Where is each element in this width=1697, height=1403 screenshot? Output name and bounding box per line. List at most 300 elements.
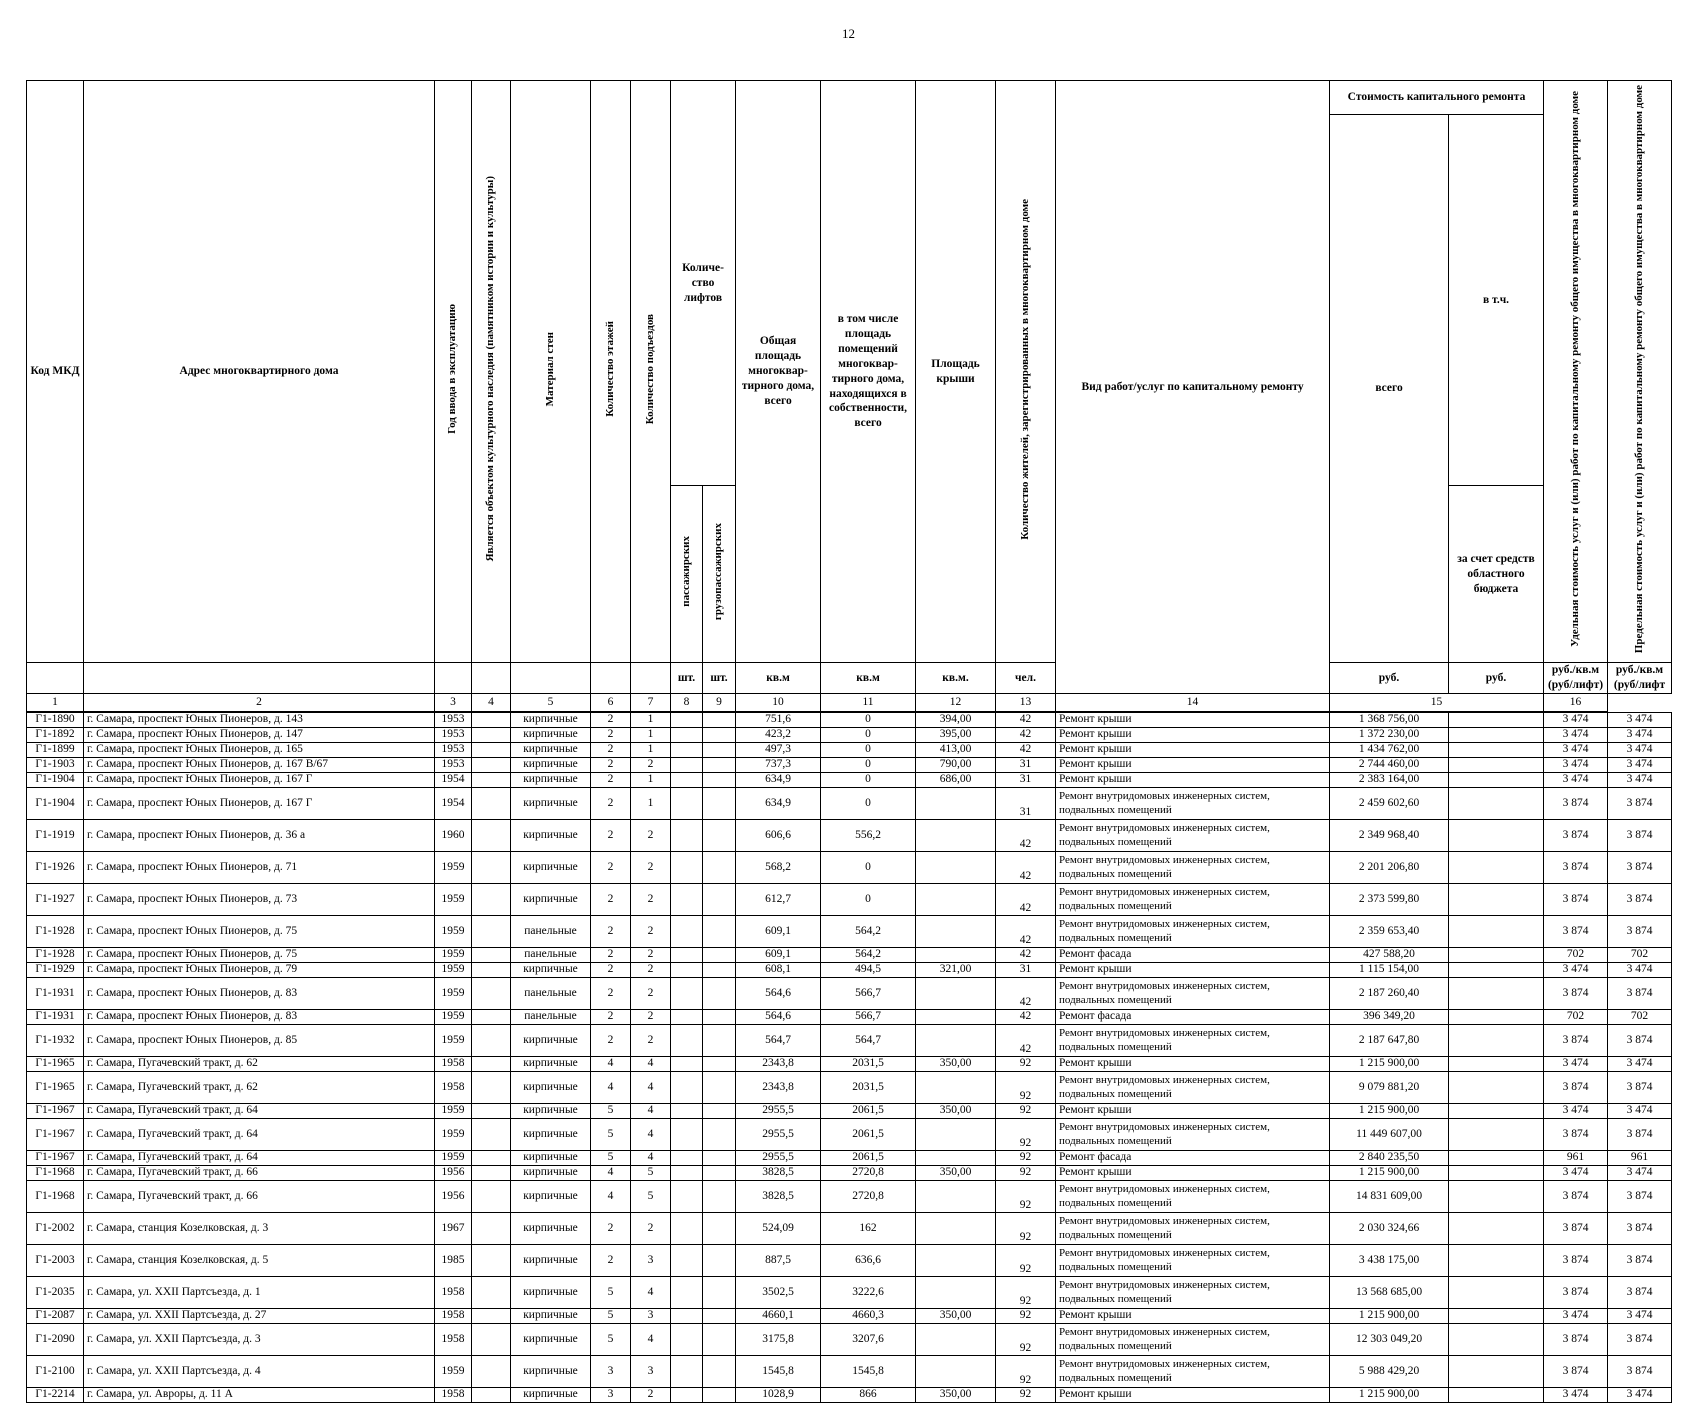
row-total-area: 2955,5 bbox=[736, 1151, 821, 1166]
row-unit-cost: 3 874 bbox=[1544, 1119, 1608, 1151]
column-number: 3 bbox=[435, 694, 472, 713]
row-cost-total: 2 383 164,00 bbox=[1330, 773, 1449, 788]
row-address: г. Самара, ул. Авроры, д. 11 А bbox=[84, 1388, 435, 1403]
row-owned-area: 0 bbox=[821, 712, 916, 728]
row-lifts-cargo bbox=[703, 963, 736, 978]
row-max-cost: 961 bbox=[1608, 1151, 1672, 1166]
row-roof-area bbox=[916, 1277, 996, 1309]
row-floors: 2 bbox=[591, 884, 631, 916]
row-entrances: 2 bbox=[631, 1388, 671, 1403]
row-owned-area: 866 bbox=[821, 1388, 916, 1403]
row-work-type: Ремонт крыши bbox=[1056, 1057, 1330, 1072]
row-residents: 92 bbox=[996, 1104, 1056, 1119]
row-max-cost: 3 874 bbox=[1608, 1213, 1672, 1245]
row-wall-material: кирпичные bbox=[511, 1213, 591, 1245]
row-cost-total: 12 303 049,20 bbox=[1330, 1324, 1449, 1356]
table-header bbox=[27, 81, 1672, 713]
row-cost-regional bbox=[1449, 1277, 1544, 1309]
table-row bbox=[27, 1388, 1672, 1403]
row-owned-area: 4660,3 bbox=[821, 1309, 916, 1324]
row-cost-regional bbox=[1449, 773, 1544, 788]
row-year: 1953 bbox=[435, 712, 472, 728]
row-owned-area: 2031,5 bbox=[821, 1072, 916, 1104]
column-number: 4 bbox=[472, 694, 511, 713]
row-code: Г1-2214 bbox=[27, 1388, 84, 1403]
row-year: 1953 bbox=[435, 728, 472, 743]
row-floors: 4 bbox=[591, 1072, 631, 1104]
row-work-type: Ремонт внутридомовых инженерных систем, подвальных помещений bbox=[1056, 1324, 1330, 1356]
header-cost-incl: в т.ч. bbox=[1449, 115, 1544, 486]
row-lifts-passenger bbox=[671, 1010, 703, 1025]
row-unit-cost: 3 474 bbox=[1544, 1388, 1608, 1403]
table-row bbox=[27, 743, 1672, 758]
row-year: 1959 bbox=[435, 1151, 472, 1166]
row-cost-total: 1 372 230,00 bbox=[1330, 728, 1449, 743]
row-residents: 42 bbox=[996, 978, 1056, 1010]
row-cost-total: 11 449 607,00 bbox=[1330, 1119, 1449, 1151]
row-code: Г1-1967 bbox=[27, 1119, 84, 1151]
table-row bbox=[27, 1356, 1672, 1388]
row-cost-total: 2 030 324,66 bbox=[1330, 1213, 1449, 1245]
row-cost-total: 2 840 235,50 bbox=[1330, 1151, 1449, 1166]
row-address: г. Самара, ул. XXII Партсъезда, д. 4 bbox=[84, 1356, 435, 1388]
row-max-cost: 3 874 bbox=[1608, 978, 1672, 1010]
row-heritage bbox=[472, 1104, 511, 1119]
column-number: 9 bbox=[703, 694, 736, 713]
row-entrances: 2 bbox=[631, 852, 671, 884]
row-roof-area: 394,00 bbox=[916, 712, 996, 728]
row-work-type: Ремонт крыши bbox=[1056, 1309, 1330, 1324]
row-residents: 42 bbox=[996, 884, 1056, 916]
row-total-area: 3828,5 bbox=[736, 1166, 821, 1181]
row-address: г. Самара, проспект Юных Пионеров, д. 147 bbox=[84, 728, 435, 743]
row-lifts-passenger bbox=[671, 1309, 703, 1324]
table-row bbox=[27, 884, 1672, 916]
row-owned-area: 636,6 bbox=[821, 1245, 916, 1277]
header-address: Адрес многоквартирного дома bbox=[84, 81, 435, 663]
row-heritage bbox=[472, 1072, 511, 1104]
row-max-cost: 3 874 bbox=[1608, 1181, 1672, 1213]
row-cost-total: 2 459 602,60 bbox=[1330, 788, 1449, 820]
row-heritage bbox=[472, 1151, 511, 1166]
row-code: Г1-1967 bbox=[27, 1151, 84, 1166]
unit-blank bbox=[591, 663, 631, 694]
row-cost-total: 1 215 900,00 bbox=[1330, 1309, 1449, 1324]
row-year: 1954 bbox=[435, 773, 472, 788]
row-floors: 2 bbox=[591, 978, 631, 1010]
row-wall-material: панельные bbox=[511, 916, 591, 948]
row-work-type: Ремонт внутридомовых инженерных систем, подвальных помещений bbox=[1056, 1356, 1330, 1388]
unit-residents: чел. bbox=[996, 663, 1056, 694]
row-floors: 2 bbox=[591, 916, 631, 948]
row-work-type: Ремонт фасада bbox=[1056, 948, 1330, 963]
row-roof-area bbox=[916, 1245, 996, 1277]
row-work-type: Ремонт внутридомовых инженерных систем, подвальных помещений bbox=[1056, 978, 1330, 1010]
row-wall-material: панельные bbox=[511, 1010, 591, 1025]
row-year: 1956 bbox=[435, 1166, 472, 1181]
row-work-type: Ремонт внутридомовых инженерных систем, подвальных помещений bbox=[1056, 916, 1330, 948]
row-total-area: 609,1 bbox=[736, 948, 821, 963]
row-lifts-cargo bbox=[703, 916, 736, 948]
row-year: 1958 bbox=[435, 1388, 472, 1403]
table-row bbox=[27, 1324, 1672, 1356]
table-row bbox=[27, 1166, 1672, 1181]
row-max-cost: 3 874 bbox=[1608, 1277, 1672, 1309]
unit-max-cost: руб./кв.м (руб/лифт bbox=[1608, 663, 1672, 694]
row-cost-total: 3 438 175,00 bbox=[1330, 1245, 1449, 1277]
unit-total-area: кв.м bbox=[736, 663, 821, 694]
row-owned-area: 566,7 bbox=[821, 1010, 916, 1025]
row-year: 1958 bbox=[435, 1072, 472, 1104]
row-heritage bbox=[472, 1309, 511, 1324]
row-heritage bbox=[472, 884, 511, 916]
row-year: 1959 bbox=[435, 1119, 472, 1151]
header-floors: Количество этажей bbox=[591, 81, 631, 663]
row-cost-regional bbox=[1449, 820, 1544, 852]
row-cost-total: 2 744 460,00 bbox=[1330, 758, 1449, 773]
row-roof-area bbox=[916, 820, 996, 852]
row-lifts-passenger bbox=[671, 728, 703, 743]
column-number: 16 bbox=[1544, 694, 1608, 713]
row-heritage bbox=[472, 1166, 511, 1181]
row-cost-regional bbox=[1449, 1324, 1544, 1356]
row-lifts-cargo bbox=[703, 743, 736, 758]
table-row bbox=[27, 852, 1672, 884]
row-lifts-passenger bbox=[671, 743, 703, 758]
row-code: Г1-1904 bbox=[27, 773, 84, 788]
row-year: 1959 bbox=[435, 978, 472, 1010]
table-body bbox=[27, 712, 1672, 1403]
row-code: Г1-1931 bbox=[27, 978, 84, 1010]
row-wall-material: кирпичные bbox=[511, 1388, 591, 1403]
row-heritage bbox=[472, 1245, 511, 1277]
row-cost-total: 1 115 154,00 bbox=[1330, 963, 1449, 978]
row-work-type: Ремонт внутридомовых инженерных систем, подвальных помещений bbox=[1056, 1181, 1330, 1213]
row-residents: 92 bbox=[996, 1213, 1056, 1245]
table-row bbox=[27, 1213, 1672, 1245]
unit-lifts-cargo: шт. bbox=[703, 663, 736, 694]
row-unit-cost: 3 874 bbox=[1544, 852, 1608, 884]
row-year: 1960 bbox=[435, 820, 472, 852]
row-unit-cost: 3 874 bbox=[1544, 788, 1608, 820]
row-max-cost: 3 474 bbox=[1608, 1104, 1672, 1119]
row-lifts-passenger bbox=[671, 712, 703, 728]
row-total-area: 423,2 bbox=[736, 728, 821, 743]
row-wall-material: кирпичные bbox=[511, 728, 591, 743]
column-numbers-row bbox=[27, 694, 1672, 713]
row-floors: 2 bbox=[591, 773, 631, 788]
row-cost-regional bbox=[1449, 1010, 1544, 1025]
row-lifts-cargo bbox=[703, 1181, 736, 1213]
row-roof-area bbox=[916, 948, 996, 963]
row-year: 1958 bbox=[435, 1324, 472, 1356]
row-roof-area bbox=[916, 1072, 996, 1104]
row-entrances: 5 bbox=[631, 1181, 671, 1213]
row-work-type: Ремонт крыши bbox=[1056, 1166, 1330, 1181]
table-row bbox=[27, 1181, 1672, 1213]
row-heritage bbox=[472, 788, 511, 820]
table-row bbox=[27, 948, 1672, 963]
row-lifts-cargo bbox=[703, 1388, 736, 1403]
row-residents: 92 bbox=[996, 1072, 1056, 1104]
header-total-area: Общая площадь многоквар- тирного дома, всего bbox=[736, 81, 821, 663]
row-heritage bbox=[472, 1388, 511, 1403]
row-address: г. Самара, проспект Юных Пионеров, д. 75 bbox=[84, 948, 435, 963]
row-unit-cost: 3 474 bbox=[1544, 758, 1608, 773]
row-heritage bbox=[472, 820, 511, 852]
unit-cost-regional: руб. bbox=[1449, 663, 1544, 694]
row-total-area: 887,5 bbox=[736, 1245, 821, 1277]
row-max-cost: 3 874 bbox=[1608, 852, 1672, 884]
row-floors: 5 bbox=[591, 1151, 631, 1166]
row-lifts-cargo bbox=[703, 728, 736, 743]
row-cost-total: 5 988 429,20 bbox=[1330, 1356, 1449, 1388]
header-lifts: Количе- ство лифтов bbox=[671, 81, 736, 486]
row-floors: 2 bbox=[591, 820, 631, 852]
row-work-type: Ремонт внутридомовых инженерных систем, подвальных помещений bbox=[1056, 1277, 1330, 1309]
row-owned-area: 564,2 bbox=[821, 916, 916, 948]
row-owned-area: 2061,5 bbox=[821, 1119, 916, 1151]
row-cost-regional bbox=[1449, 884, 1544, 916]
row-cost-regional bbox=[1449, 948, 1544, 963]
row-residents: 31 bbox=[996, 773, 1056, 788]
row-lifts-passenger bbox=[671, 1356, 703, 1388]
row-roof-area: 395,00 bbox=[916, 728, 996, 743]
row-heritage bbox=[472, 773, 511, 788]
row-year: 1967 bbox=[435, 1213, 472, 1245]
row-owned-area: 0 bbox=[821, 758, 916, 773]
row-unit-cost: 3 474 bbox=[1544, 1309, 1608, 1324]
row-cost-total: 427 588,20 bbox=[1330, 948, 1449, 963]
row-heritage bbox=[472, 1025, 511, 1057]
row-work-type: Ремонт внутридомовых инженерных систем, подвальных помещений bbox=[1056, 1245, 1330, 1277]
row-residents: 42 bbox=[996, 852, 1056, 884]
row-roof-area bbox=[916, 1181, 996, 1213]
row-wall-material: кирпичные bbox=[511, 1181, 591, 1213]
row-owned-area: 0 bbox=[821, 852, 916, 884]
row-total-area: 564,7 bbox=[736, 1025, 821, 1057]
row-address: г. Самара, проспект Юных Пионеров, д. 73 bbox=[84, 884, 435, 916]
row-max-cost: 3 474 bbox=[1608, 712, 1672, 728]
row-address: г. Самара, станция Козелковская, д. 3 bbox=[84, 1213, 435, 1245]
row-owned-area: 3222,6 bbox=[821, 1277, 916, 1309]
row-lifts-cargo bbox=[703, 1057, 736, 1072]
row-lifts-passenger bbox=[671, 1057, 703, 1072]
row-work-type: Ремонт крыши bbox=[1056, 712, 1330, 728]
row-lifts-passenger bbox=[671, 884, 703, 916]
row-cost-total: 2 349 968,40 bbox=[1330, 820, 1449, 852]
row-work-type: Ремонт внутридомовых инженерных систем, подвальных помещений bbox=[1056, 1119, 1330, 1151]
row-entrances: 4 bbox=[631, 1277, 671, 1309]
row-roof-area bbox=[916, 1025, 996, 1057]
row-residents: 42 bbox=[996, 948, 1056, 963]
row-floors: 5 bbox=[591, 1309, 631, 1324]
row-lifts-cargo bbox=[703, 1277, 736, 1309]
row-year: 1953 bbox=[435, 743, 472, 758]
header-entrances: Количество подъездов bbox=[631, 81, 671, 663]
row-heritage bbox=[472, 963, 511, 978]
row-floors: 4 bbox=[591, 1181, 631, 1213]
row-residents: 92 bbox=[996, 1119, 1056, 1151]
unit-blank bbox=[631, 663, 671, 694]
row-lifts-cargo bbox=[703, 884, 736, 916]
row-year: 1959 bbox=[435, 1010, 472, 1025]
row-roof-area: 321,00 bbox=[916, 963, 996, 978]
row-year: 1958 bbox=[435, 1057, 472, 1072]
header-wall-material: Материал стен bbox=[511, 81, 591, 663]
row-residents: 31 bbox=[996, 963, 1056, 978]
row-code: Г1-1927 bbox=[27, 884, 84, 916]
row-address: г. Самара, проспект Юных Пионеров, д. 143 bbox=[84, 712, 435, 728]
row-unit-cost: 3 874 bbox=[1544, 1356, 1608, 1388]
row-year: 1959 bbox=[435, 1356, 472, 1388]
row-year: 1958 bbox=[435, 1277, 472, 1309]
row-max-cost: 3 474 bbox=[1608, 773, 1672, 788]
row-unit-cost: 3 874 bbox=[1544, 1072, 1608, 1104]
row-floors: 5 bbox=[591, 1324, 631, 1356]
row-cost-regional bbox=[1449, 916, 1544, 948]
header-work-type: Вид работ/услуг по капитальному ремонту bbox=[1056, 81, 1330, 694]
row-residents: 92 bbox=[996, 1309, 1056, 1324]
header-cost: Стоимость капитального ремонта bbox=[1330, 81, 1544, 115]
row-heritage bbox=[472, 1356, 511, 1388]
row-total-area: 751,6 bbox=[736, 712, 821, 728]
row-address: г. Самара, проспект Юных Пионеров, д. 83 bbox=[84, 978, 435, 1010]
row-max-cost: 3 874 bbox=[1608, 820, 1672, 852]
row-max-cost: 3 874 bbox=[1608, 788, 1672, 820]
row-cost-regional bbox=[1449, 1119, 1544, 1151]
row-code: Г1-1965 bbox=[27, 1072, 84, 1104]
row-roof-area: 686,00 bbox=[916, 773, 996, 788]
row-floors: 2 bbox=[591, 963, 631, 978]
row-wall-material: кирпичные bbox=[511, 1057, 591, 1072]
row-address: г. Самара, проспект Юных Пионеров, д. 75 bbox=[84, 916, 435, 948]
row-wall-material: кирпичные bbox=[511, 712, 591, 728]
row-owned-area: 564,7 bbox=[821, 1025, 916, 1057]
row-lifts-cargo bbox=[703, 1356, 736, 1388]
row-address: г. Самара, станция Козелковская, д. 5 bbox=[84, 1245, 435, 1277]
row-lifts-passenger bbox=[671, 852, 703, 884]
row-cost-total: 1 368 756,00 bbox=[1330, 712, 1449, 728]
row-residents: 92 bbox=[996, 1151, 1056, 1166]
row-heritage bbox=[472, 1119, 511, 1151]
row-unit-cost: 3 874 bbox=[1544, 884, 1608, 916]
row-total-area: 1545,8 bbox=[736, 1356, 821, 1388]
row-year: 1959 bbox=[435, 884, 472, 916]
row-residents: 31 bbox=[996, 758, 1056, 773]
column-number: 12 bbox=[916, 694, 996, 713]
row-total-area: 609,1 bbox=[736, 916, 821, 948]
row-residents: 92 bbox=[996, 1057, 1056, 1072]
row-lifts-passenger bbox=[671, 1213, 703, 1245]
row-work-type: Ремонт внутридомовых инженерных систем, подвальных помещений bbox=[1056, 788, 1330, 820]
row-cost-total: 9 079 881,20 bbox=[1330, 1072, 1449, 1104]
header-lifts-passenger: пассажирских bbox=[671, 486, 703, 663]
row-unit-cost: 702 bbox=[1544, 948, 1608, 963]
row-year: 1959 bbox=[435, 948, 472, 963]
header-cost-total: всего bbox=[1330, 115, 1449, 663]
row-work-type: Ремонт крыши bbox=[1056, 773, 1330, 788]
row-residents: 92 bbox=[996, 1388, 1056, 1403]
row-total-area: 3828,5 bbox=[736, 1181, 821, 1213]
row-cost-total: 13 568 685,00 bbox=[1330, 1277, 1449, 1309]
row-entrances: 5 bbox=[631, 1166, 671, 1181]
row-lifts-passenger bbox=[671, 788, 703, 820]
row-code: Г1-2002 bbox=[27, 1213, 84, 1245]
row-entrances: 1 bbox=[631, 788, 671, 820]
row-address: г. Самара, проспект Юных Пионеров, д. 167 Г bbox=[84, 788, 435, 820]
row-code: Г1-1903 bbox=[27, 758, 84, 773]
row-total-area: 3502,5 bbox=[736, 1277, 821, 1309]
row-heritage bbox=[472, 758, 511, 773]
row-work-type: Ремонт крыши bbox=[1056, 1388, 1330, 1403]
row-floors: 3 bbox=[591, 1388, 631, 1403]
column-number: 14 bbox=[1056, 694, 1330, 713]
row-wall-material: кирпичные bbox=[511, 1245, 591, 1277]
row-work-type: Ремонт фасада bbox=[1056, 1010, 1330, 1025]
row-code: Г1-1968 bbox=[27, 1166, 84, 1181]
row-code: Г1-1890 bbox=[27, 712, 84, 728]
row-lifts-cargo bbox=[703, 758, 736, 773]
row-address: г. Самара, проспект Юных Пионеров, д. 79 bbox=[84, 963, 435, 978]
row-heritage bbox=[472, 948, 511, 963]
row-residents: 92 bbox=[996, 1277, 1056, 1309]
row-max-cost: 3 474 bbox=[1608, 963, 1672, 978]
row-cost-total: 2 373 599,80 bbox=[1330, 884, 1449, 916]
row-roof-area bbox=[916, 978, 996, 1010]
column-number: 8 bbox=[671, 694, 703, 713]
row-wall-material: кирпичные bbox=[511, 852, 591, 884]
row-roof-area: 350,00 bbox=[916, 1104, 996, 1119]
row-lifts-cargo bbox=[703, 948, 736, 963]
header-year: Год ввода в эксплуатацию bbox=[435, 81, 472, 663]
row-lifts-cargo bbox=[703, 1104, 736, 1119]
row-code: Г1-1965 bbox=[27, 1057, 84, 1072]
table-row bbox=[27, 1104, 1672, 1119]
row-total-area: 634,9 bbox=[736, 788, 821, 820]
row-floors: 2 bbox=[591, 788, 631, 820]
header-unit-cost: Удельная стоимость услуг и (или) работ по капитальному ремонту общего имущества в многоквартирном доме bbox=[1544, 81, 1608, 663]
row-max-cost: 3 874 bbox=[1608, 884, 1672, 916]
header-owned-area: в том числе площадь помещений многоквар- тирного дома, находящихся в собственности, всего bbox=[821, 81, 916, 663]
row-max-cost: 3 474 bbox=[1608, 743, 1672, 758]
row-address: г. Самара, ул. XXII Партсъезда, д. 27 bbox=[84, 1309, 435, 1324]
row-entrances: 1 bbox=[631, 773, 671, 788]
row-address: г. Самара, Пугачевский тракт, д. 62 bbox=[84, 1072, 435, 1104]
row-unit-cost: 3 474 bbox=[1544, 1104, 1608, 1119]
row-lifts-cargo bbox=[703, 1072, 736, 1104]
row-heritage bbox=[472, 743, 511, 758]
row-owned-area: 2031,5 bbox=[821, 1057, 916, 1072]
row-max-cost: 3 874 bbox=[1608, 1245, 1672, 1277]
row-cost-total: 1 215 900,00 bbox=[1330, 1104, 1449, 1119]
row-lifts-cargo bbox=[703, 820, 736, 852]
row-code: Г1-1899 bbox=[27, 743, 84, 758]
row-cost-regional bbox=[1449, 743, 1544, 758]
row-heritage bbox=[472, 1057, 511, 1072]
row-code: Г1-1904 bbox=[27, 788, 84, 820]
row-floors: 2 bbox=[591, 728, 631, 743]
row-code: Г1-1928 bbox=[27, 916, 84, 948]
row-floors: 2 bbox=[591, 1245, 631, 1277]
row-entrances: 2 bbox=[631, 948, 671, 963]
row-lifts-passenger bbox=[671, 758, 703, 773]
row-max-cost: 3 874 bbox=[1608, 1356, 1672, 1388]
row-residents: 31 bbox=[996, 788, 1056, 820]
row-cost-total: 1 215 900,00 bbox=[1330, 1057, 1449, 1072]
row-cost-total: 396 349,20 bbox=[1330, 1010, 1449, 1025]
row-unit-cost: 702 bbox=[1544, 1010, 1608, 1025]
